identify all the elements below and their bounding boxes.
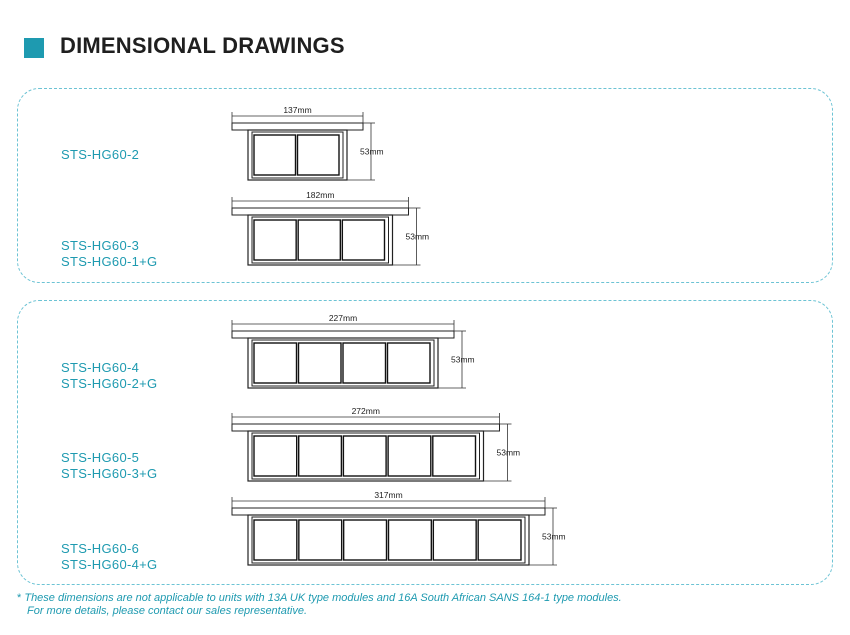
module-socket — [254, 436, 297, 476]
module-socket — [342, 220, 384, 260]
footnote-line-1: These dimensions are not applicable to units with 13A UK type modules and 16A South African SANS 164-1 type modules. — [24, 592, 622, 604]
module-socket — [299, 343, 342, 383]
flange — [232, 508, 545, 515]
width-label: 272mm — [351, 406, 380, 416]
flange — [232, 331, 454, 338]
module-socket — [343, 343, 386, 383]
flange — [232, 208, 409, 215]
module-socket — [298, 220, 340, 260]
model-name: STS-HG60-4 — [61, 360, 140, 375]
height-label: 53mm — [405, 231, 430, 242]
module-socket — [254, 220, 296, 260]
module-socket — [254, 520, 297, 560]
footnote-marker: * — [17, 592, 22, 604]
module-socket — [389, 520, 432, 560]
model-name: STS-HG60-3+G — [61, 466, 158, 481]
module-socket — [298, 135, 340, 175]
height-label: 53mm — [451, 354, 475, 365]
model-name: STS-HG60-1+G — [61, 254, 158, 269]
model-name: STS-HG60-4+G — [61, 557, 158, 572]
model-name: STS-HG60-5 — [61, 450, 140, 465]
module-socket — [254, 343, 297, 383]
width-label: 137mm — [283, 105, 312, 115]
module-socket — [344, 520, 387, 560]
footnote-line-2: For more details, please contact our sales representative. — [27, 605, 308, 617]
model-name: STS-HG60-6 — [61, 541, 140, 556]
module-socket — [299, 436, 342, 476]
page-title: DIMENSIONAL DRAWINGS — [60, 33, 345, 58]
module-socket — [343, 436, 386, 476]
module-socket — [433, 520, 476, 560]
module-socket — [254, 135, 296, 175]
width-label: 227mm — [328, 313, 358, 323]
height-label: 53mm — [542, 531, 566, 542]
height-label: 53mm — [360, 146, 384, 157]
flange — [232, 424, 500, 431]
module-socket — [388, 343, 431, 383]
module-socket — [299, 520, 342, 560]
flange — [232, 123, 363, 130]
model-name: STS-HG60-2 — [61, 147, 140, 162]
height-label: 53mm — [496, 447, 521, 458]
width-label: 317mm — [374, 490, 403, 500]
footnote — [17, 592, 622, 618]
module-socket — [478, 520, 521, 560]
module-socket — [388, 436, 431, 476]
model-name: STS-HG60-2+G — [61, 376, 158, 391]
model-name: STS-HG60-3 — [61, 238, 140, 253]
module-socket — [433, 436, 476, 476]
width-label: 182mm — [306, 190, 335, 200]
